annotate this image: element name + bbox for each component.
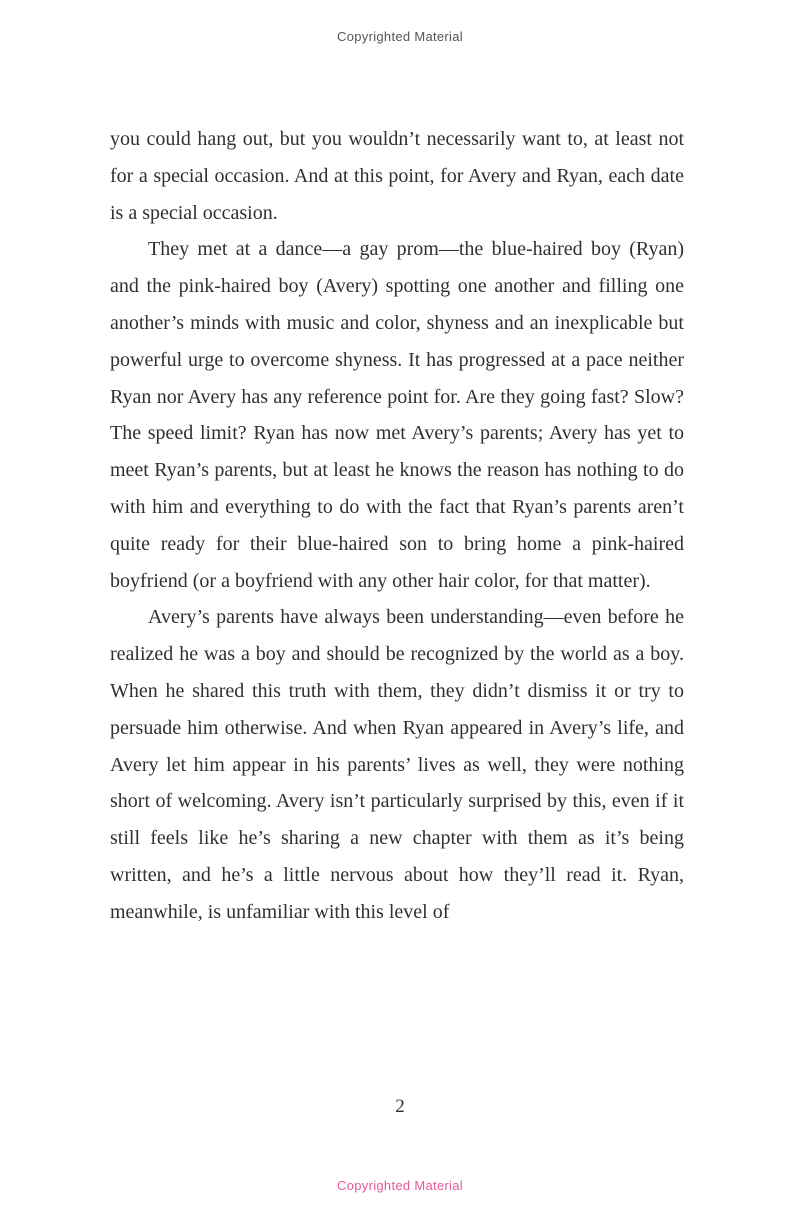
paragraph: Avery’s parents have always been understanding—even before he realized he was a boy and should be recognized by the world as a boy. When he shared this truth with them, they didn’t dismiss it or try to persuade him otherwise. And when Ryan appeared in Avery’s life, and Avery let him appear in his parents’ lives as well, they were nothing short of welcoming. Avery isn’t particularly surprised by this, even if it still feels like he’s sharing a new chapter with them as it’s being written, and he’s a little nervous about how they’ll read it. Ryan, meanwhile, is unfamiliar with this level of xyxy=(110,606,684,923)
body-text-block xyxy=(110,121,684,931)
page-number: 2 xyxy=(395,1096,405,1117)
copyright-notice-top: Copyrighted Material xyxy=(337,29,463,44)
paragraph: They met at a dance—a gay prom—the blue-haired boy (Ryan) and the pink-haired boy (Avery) spotting one another and filling one another’s minds with music and color, shyness and an inexplicable but powerful urge to overcome shyness. It has progressed at a pace neither Ryan nor Avery has any reference point for. Are they going fast? Slow? The speed limit? Ryan has now met Avery’s parents; Avery has yet to meet Ryan’s parents, but at least he knows the reason has nothing to do with him and everything to do with the fact that Ryan’s parents aren’t quite ready for their blue-haired son to bring home a pink-haired boyfriend (or a boyfriend with any other hair color, for that matter). xyxy=(110,238,684,592)
paragraph: you could hang out, but you wouldn’t necessarily want to, at least not for a special occasion. And at this point, for Avery and Ryan, each date is a special occasion. xyxy=(110,128,684,224)
copyright-notice-bottom: Copyrighted Material xyxy=(337,1178,463,1193)
